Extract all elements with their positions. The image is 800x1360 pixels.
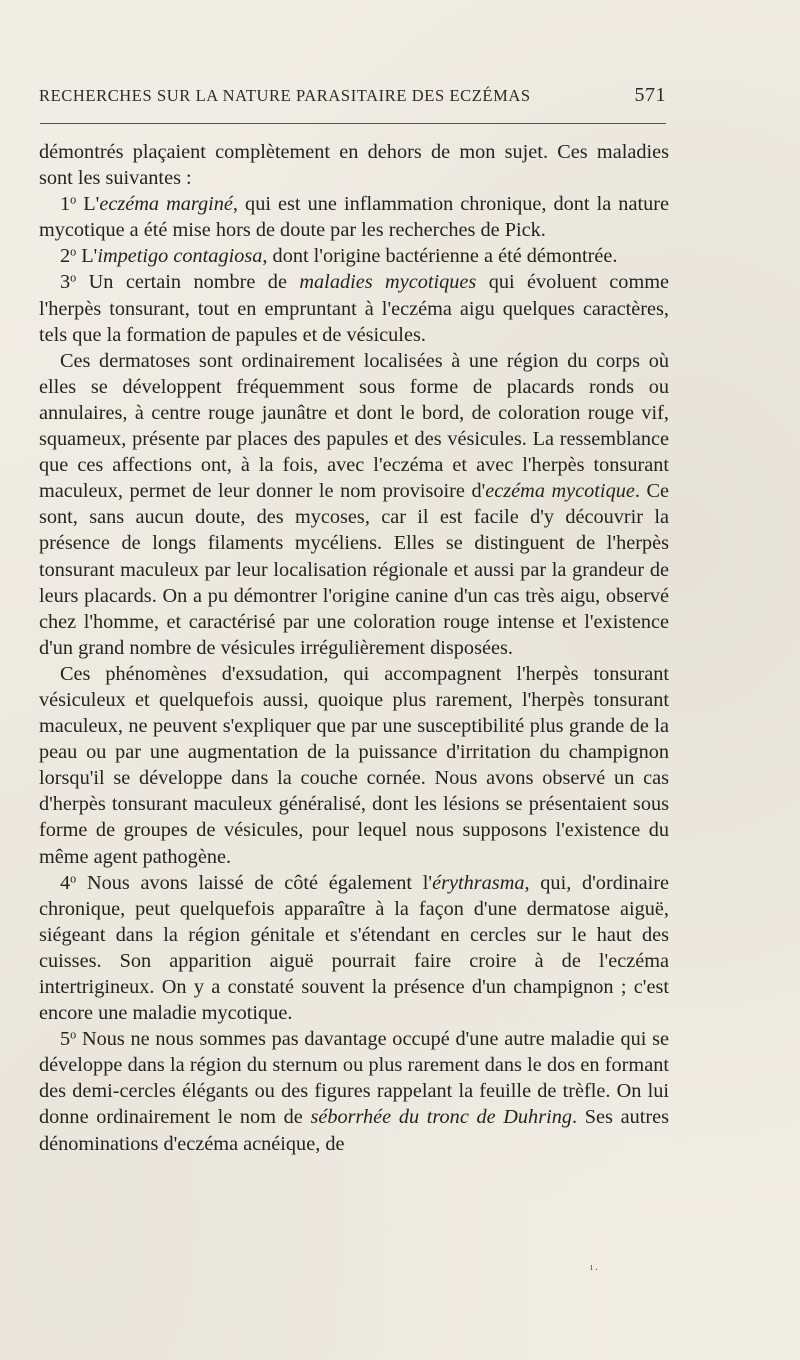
print-mark: ı . (590, 1262, 598, 1273)
running-title: RECHERCHES SUR LA NATURE PARASITAIRE DES ECZÉMAS (39, 86, 531, 105)
list-item-1 (39, 191, 669, 243)
paragraph-text: démontrés plaçaient complètement en dehors de mon sujet. Ces maladies sont les suivantes : (39, 141, 669, 190)
paragraph-text: qui évoluent comme l'herpès tonsurant, tout en empruntant à l'eczéma aigu quelques caractères, tels que la formation de papules et de vésicules. (39, 271, 669, 346)
ordinal-marker: o (70, 192, 77, 207)
list-item-3 (39, 269, 669, 347)
paragraph-text: Nous avons laissé de côté également l' (76, 871, 433, 894)
running-head (39, 84, 666, 107)
list-item-5 (39, 1026, 669, 1156)
paragraph-continuation (39, 139, 669, 191)
header-rule (40, 123, 666, 124)
ordinal-marker: o (70, 244, 77, 259)
ordinal-marker: o (70, 1027, 77, 1042)
item-number: 3 (60, 271, 71, 294)
paragraph-text: L' (76, 193, 100, 216)
paragraph-exsudation (39, 661, 669, 870)
ordinal-marker: o (70, 870, 77, 885)
body-text (39, 139, 669, 1157)
paragraph-text: Un certain nombre de (76, 271, 300, 294)
ordinal-marker: o (70, 270, 77, 285)
italic-term: eczéma mycotique (485, 480, 635, 503)
paragraph-text: . Ses autres dénominations d'eczéma acnéique, de (39, 1106, 669, 1155)
item-number: 4 (60, 871, 71, 894)
italic-term: impetigo contagiosa (97, 245, 263, 268)
item-number: 5 (60, 1028, 71, 1051)
italic-term: maladies mycotiques (299, 271, 477, 294)
paragraph-text: Ces phénomènes d'exsudation, qui accompagnent l'herpès tonsurant vésiculeux et quelquefois aussi, quoique plus rarement, l'herpès tonsurant maculeux, ne peuvent s'expliquer que par une susceptibilité plus grande de la peau ou par une augmentation de la puissance d'irritation du champignon lorsqu'il se développe dans la couche cornée. Nous avons observé un cas d'herpès tonsurant maculeux généralisé, dont les lésions se présentaient sous forme de groupes de vésicules, pour lequel nous supposons l'existence du même agent pathogène. (39, 662, 669, 868)
italic-term: érythrasma (432, 871, 525, 894)
paragraph-text: . Ce sont, sans aucun doute, des mycoses, car il est facile d'y découvrir la présence de longs filaments mycéliens. Elles se distinguent de l'herpès tonsurant maculeux par leur localisation régionale et aussi par la grandeur de leurs placards. On a pu démontrer l'origine canine d'un cas très aigu, observé chez l'homme, et caractérisé par une coloration rouge intense et l'existence d'un grand nombre de vésicules irrégulièrement disposées. (39, 480, 670, 659)
paragraph-text: , qui, d'ordinaire chronique, peut quelquefois apparaître à la façon d'une dermatose aiguë, siégeant dans la région génitale et s'étendant en cercles sur le haut des cuisses. Son apparition aiguë pourrait faire croire à de l'eczéma intertrigineux. On y a constaté souvent la présence d'un champignon ; c'est encore une maladie mycotique. (39, 871, 670, 1025)
paragraph-text: Ces dermatoses sont ordinairement localisées à une région du corps où elles se développent fréquemment sous forme de placards ronds ou annulaires, à centre rouge jaunâtre et dont le bord, de coloration rouge vif, squameux, présente par places des papules et des vésicules. La ressemblance que ces affections ont, à la fois, avec l'eczéma et avec l'herpès tonsurant maculeux, permet de leur donner le nom provisoire d' (39, 349, 669, 503)
list-item-4 (39, 870, 669, 1027)
paragraph-text: , dont l'origine bactérienne a été démontrée. (262, 245, 618, 268)
paragraph-dermatoses (39, 348, 669, 661)
item-number: 2 (60, 245, 71, 268)
paragraph-text: , qui est une inflammation chronique, dont la nature mycotique a été mise hors de doute par les recherches de Pick. (39, 193, 669, 242)
italic-term: eczéma marginé (99, 193, 233, 216)
list-item-2 (39, 243, 669, 269)
page-number: 571 (634, 84, 666, 106)
italic-term: séborrhée du tronc de Duhring (310, 1106, 573, 1129)
item-number: 1 (60, 193, 71, 216)
paragraph-text: Nous ne nous sommes pas davantage occupé d'une autre maladie qui se développe dans la région du sternum ou plus rarement dans le dos en formant des demi-cercles élégants ou des figures rappelant la feuille de trèfle. On lui donne ordinairement le nom de (39, 1028, 669, 1129)
paragraph-text: L' (76, 245, 98, 268)
